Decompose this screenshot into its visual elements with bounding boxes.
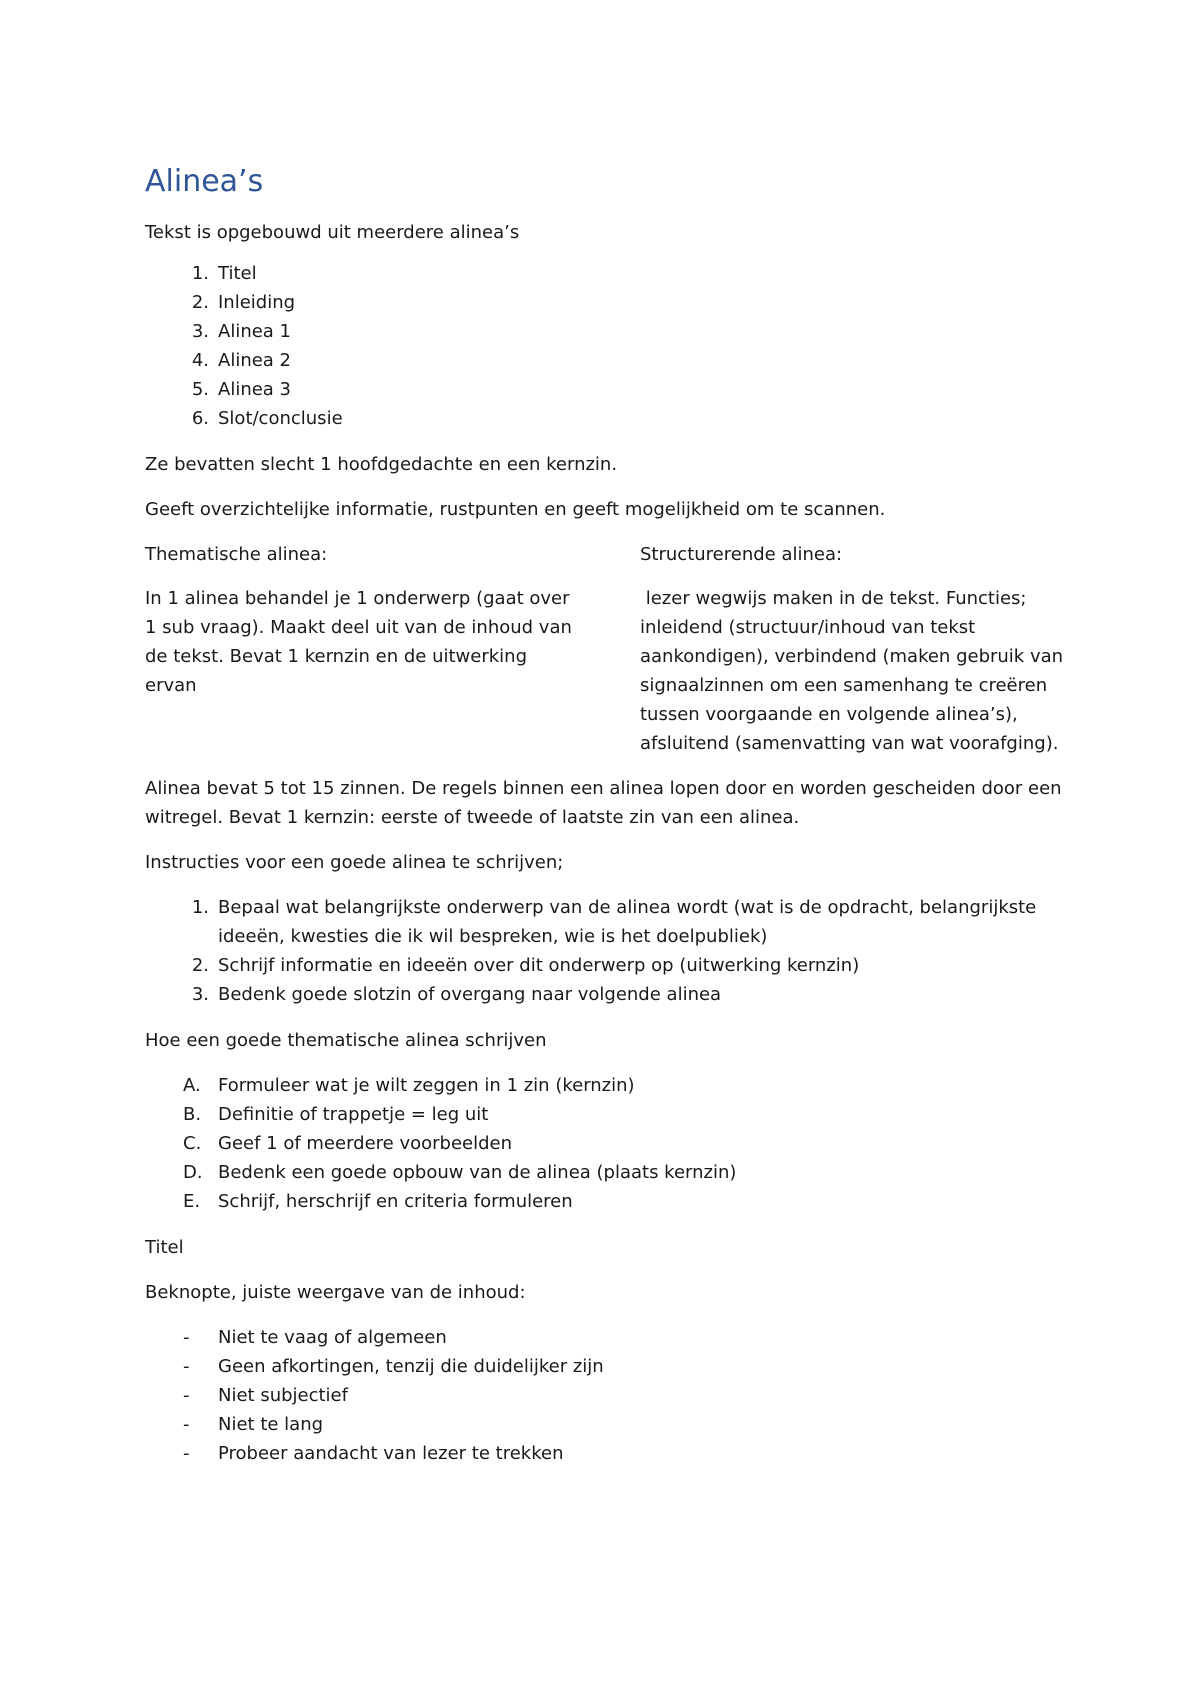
list-item — [145, 259, 1065, 288]
list-marker: 6. — [191, 408, 209, 429]
list-item — [145, 951, 1065, 980]
list-item — [145, 980, 1065, 1009]
list-item — [145, 1381, 1065, 1410]
zinnen-paragraph: Alinea bevat 5 tot 15 zinnen. De regels binnen een alinea lopen door en worden gescheiden door een witregel. Bevat 1 kernzin: eerste of tweede of laatste zin van een alinea. — [145, 778, 1062, 828]
list-item-text: Alinea 1 — [218, 321, 292, 342]
list-item-text: Alinea 2 — [218, 350, 292, 371]
list-item — [145, 893, 1065, 951]
list-item — [145, 1323, 1065, 1352]
list-marker: C. — [183, 1133, 202, 1154]
list-marker: D. — [183, 1162, 203, 1183]
structure-list — [145, 259, 1065, 433]
list-item-text: Geen afkortingen, tenzij die duidelijker zijn — [218, 1356, 604, 1377]
list-item-text: Formuleer wat je wilt zeggen in 1 zin (kernzin) — [218, 1075, 635, 1096]
list-item — [145, 404, 1065, 433]
list-marker: B. — [183, 1104, 202, 1125]
overzicht-paragraph: Geeft overzichtelijke informatie, rustpunten en geeft mogelijkheid om te scannen. — [145, 499, 886, 520]
list-item-text: Slot/conclusie — [218, 408, 343, 429]
list-marker: E. — [183, 1191, 201, 1212]
list-item — [145, 1352, 1065, 1381]
instructions-heading: Instructies voor een goede alinea te schrijven; — [145, 852, 564, 873]
alinea-types-columns — [145, 540, 1069, 758]
list-item — [145, 1071, 1065, 1100]
titel-heading: Titel — [145, 1237, 184, 1258]
kernzin-paragraph: Ze bevatten slecht 1 hoofdgedachte en een kernzin. — [145, 454, 618, 475]
intro-paragraph: Tekst is opgebouwd uit meerdere alinea’s — [145, 222, 520, 243]
instructions-list — [145, 893, 1065, 1009]
structuring-column — [640, 540, 1069, 758]
thematic-how-heading: Hoe een goede thematische alinea schrijven — [145, 1030, 547, 1051]
list-marker: 1. — [191, 897, 209, 918]
list-item-text: Geef 1 of meerdere voorbeelden — [218, 1133, 513, 1154]
thematic-column — [145, 540, 640, 758]
thematic-heading: Thematische alinea: — [145, 544, 328, 565]
list-item-text: Bepaal wat belangrijkste onderwerp van de alinea wordt (wat is de opdracht, belangrijkste ideeën, kwesties die ik wil bespreken, wie is het doelpubliek) — [218, 897, 1037, 947]
list-marker: 3. — [191, 984, 209, 1005]
list-item-text: Niet subjectief — [218, 1385, 348, 1406]
structuring-heading: Structurerende alinea: — [640, 544, 843, 565]
list-item — [145, 1129, 1065, 1158]
list-item — [145, 375, 1065, 404]
list-item — [145, 1100, 1065, 1129]
list-marker: - — [183, 1414, 190, 1435]
titel-criteria-list — [145, 1323, 1065, 1468]
list-marker: 4. — [191, 350, 209, 371]
list-item-text: Probeer aandacht van lezer te trekken — [218, 1443, 564, 1464]
list-item — [145, 1439, 1065, 1468]
list-item-text: Schrijf, herschrijf en criteria formuleren — [218, 1191, 573, 1212]
list-marker: 1. — [191, 263, 209, 284]
list-item — [145, 288, 1065, 317]
list-item — [145, 1410, 1065, 1439]
list-item-text: Schrijf informatie en ideeën over dit onderwerp op (uitwerking kernzin) — [218, 955, 860, 976]
list-item-text: Titel — [218, 263, 257, 284]
list-marker: - — [183, 1385, 190, 1406]
structuring-body: lezer wegwijs maken in de tekst. Functies; inleidend (structuur/inhoud van tekst aankondigen), verbindend (maken gebruik van signaalzinnen om een samenhang te creëren tussen voorgaande en volgende alinea’s), afsluitend (samenvatting van wat voorafging). — [640, 588, 1069, 754]
list-item — [145, 1158, 1065, 1187]
list-item-text: Niet te vaag of algemeen — [218, 1327, 447, 1348]
list-item — [145, 346, 1065, 375]
list-marker: 5. — [191, 379, 209, 400]
list-marker: 2. — [191, 292, 209, 313]
list-item-text: Alinea 3 — [218, 379, 292, 400]
list-item-text: Niet te lang — [218, 1414, 324, 1435]
thematic-body: In 1 alinea behandel je 1 onderwerp (gaat over 1 sub vraag). Maakt deel uit van de inhoud van de tekst. Bevat 1 kernzin en de uitwerking ervan — [145, 588, 572, 696]
list-item — [145, 1187, 1065, 1216]
list-item-text: Inleiding — [218, 292, 296, 313]
list-marker: - — [183, 1327, 190, 1348]
list-marker: - — [183, 1443, 190, 1464]
document-title: Alinea’s — [145, 164, 264, 199]
thematic-steps-list — [145, 1071, 1065, 1216]
list-marker: 3. — [191, 321, 209, 342]
titel-subheading: Beknopte, juiste weergave van de inhoud: — [145, 1282, 526, 1303]
list-item-text: Definitie of trappetje = leg uit — [218, 1104, 489, 1125]
list-item — [145, 317, 1065, 346]
list-item-text: Bedenk een goede opbouw van de alinea (plaats kernzin) — [218, 1162, 737, 1183]
list-item-text: Bedenk goede slotzin of overgang naar volgende alinea — [218, 984, 722, 1005]
list-marker: A. — [183, 1075, 201, 1096]
list-marker: 2. — [191, 955, 209, 976]
list-marker: - — [183, 1356, 190, 1377]
document-content — [145, 160, 1069, 1485]
